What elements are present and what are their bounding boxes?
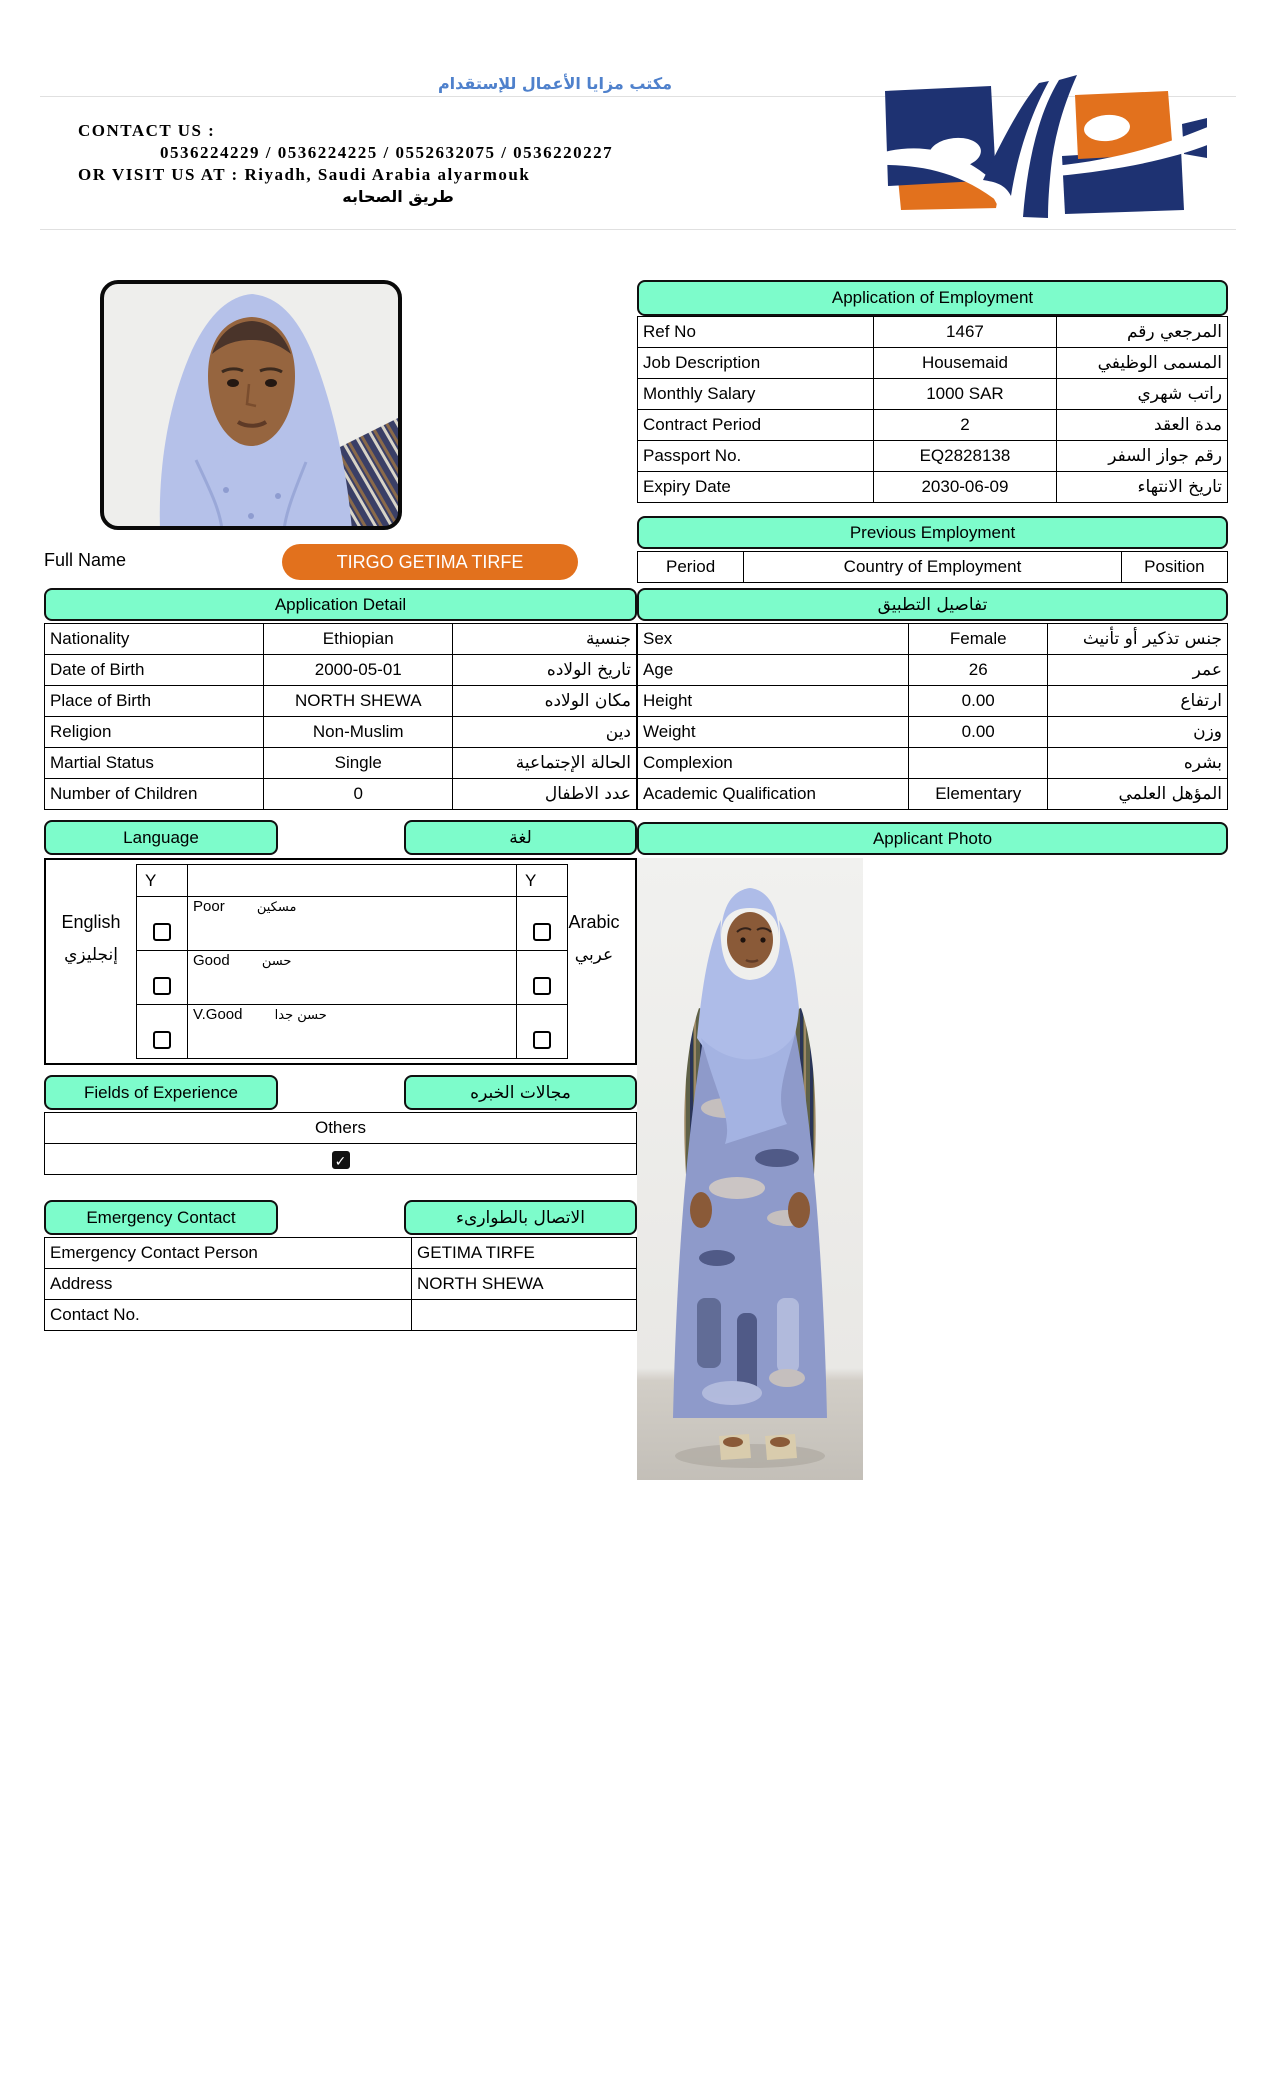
complexion-label: Complexion — [638, 748, 909, 779]
children-arabic: عدد الاطفال — [453, 779, 637, 810]
height-arabic: ارتفاع — [1048, 686, 1228, 717]
job-description-label: Job Description — [638, 348, 874, 379]
table-row — [638, 717, 1228, 748]
experience-section-button: Fields of Experience — [44, 1075, 278, 1110]
complexion-value — [909, 748, 1048, 779]
qualification-value: Elementary — [909, 779, 1048, 810]
monthly-salary-value: 1000 SAR — [874, 379, 1057, 410]
table-row — [137, 1005, 568, 1059]
agency-name-arabic: مكتب مزايا الأعمال للإستقدام — [437, 74, 673, 93]
previous-employment-header: Previous Employment — [637, 516, 1228, 549]
sex-arabic: جنس تذكير أو تأنيث — [1048, 624, 1228, 655]
previous-employment-table — [637, 551, 1228, 583]
level-good-label: Good — [193, 952, 230, 969]
expiry-date-value: 2030-06-09 — [874, 472, 1057, 503]
english-column-header: Y — [137, 865, 188, 897]
passport-no-arabic: رقم جواز السفر — [1056, 441, 1227, 472]
level-good-arabic: حسن — [261, 954, 292, 969]
contact-phones: 0536224229 / 0536224225 / 0552632075 / 0536220227 — [160, 143, 614, 162]
emergency-person-value: GETIMA TIRFE — [412, 1238, 637, 1269]
english-poor-checkbox[interactable] — [153, 923, 171, 941]
ref-no-label: Ref No — [638, 317, 874, 348]
address-arabic: طريق الصحابه — [342, 187, 454, 206]
height-label: Height — [638, 686, 909, 717]
nationality-label: Nationality — [45, 624, 264, 655]
weight-label: Weight — [638, 717, 909, 748]
contract-period-arabic: مدة العقد — [1056, 410, 1227, 441]
table-row — [638, 686, 1228, 717]
age-label: Age — [638, 655, 909, 686]
language-section-button-arabic: لغة — [404, 820, 637, 855]
place-of-birth-arabic: مكان الولاده — [453, 686, 637, 717]
weight-value: 0.00 — [909, 717, 1048, 748]
children-label: Number of Children — [45, 779, 264, 810]
english-vgood-checkbox[interactable] — [153, 1031, 171, 1049]
table-row — [45, 717, 637, 748]
table-row — [638, 748, 1228, 779]
applicant-headshot-photo — [100, 280, 402, 530]
monthly-salary-label: Monthly Salary — [638, 379, 874, 410]
agency-logo — [855, 68, 1221, 220]
date-of-birth-arabic: تاريخ الولاده — [453, 655, 637, 686]
martial-status-label: Martial Status — [45, 748, 264, 779]
contract-period-value: 2 — [874, 410, 1057, 441]
qualification-label: Academic Qualification — [638, 779, 909, 810]
ref-no-arabic: المرجعي رقم — [1056, 317, 1227, 348]
nationality-arabic: جنسية — [453, 624, 637, 655]
employment-table — [637, 316, 1228, 503]
language-section-button: Language — [44, 820, 278, 855]
english-language-label: English إنجليزي — [61, 912, 121, 965]
emergency-contact-table — [44, 1237, 637, 1331]
religion-value: Non-Muslim — [264, 717, 453, 748]
table-row — [638, 624, 1228, 655]
place-of-birth-value: NORTH SHEWA — [264, 686, 453, 717]
english-good-checkbox[interactable] — [153, 977, 171, 995]
martial-status-arabic: الحالة الإجتماعية — [453, 748, 637, 779]
qualification-arabic: المؤهل العلمي — [1048, 779, 1228, 810]
emergency-section-button-arabic: الاتصال بالطوارىء — [404, 1200, 637, 1235]
contact-block — [78, 120, 718, 208]
contact-us-label: CONTACT US : — [78, 121, 216, 140]
table-row — [45, 1300, 637, 1331]
table-row — [638, 410, 1228, 441]
table-row — [45, 1113, 637, 1144]
period-column-header: Period — [638, 552, 744, 583]
emergency-address-value: NORTH SHEWA — [412, 1269, 637, 1300]
emergency-person-label: Emergency Contact Person — [45, 1238, 412, 1269]
full-name-value-pill: TIRGO GETIMA TIRFE — [282, 544, 578, 580]
children-value: 0 — [264, 779, 453, 810]
experience-section-button-arabic: مجالات الخبره — [404, 1075, 637, 1110]
table-row — [137, 897, 568, 951]
others-checkbox[interactable] — [332, 1151, 350, 1169]
weight-arabic: وزن — [1048, 717, 1228, 748]
level-poor-arabic: مسكين — [256, 900, 297, 915]
language-grid — [44, 858, 637, 1065]
employment-section-header: Application of Employment — [637, 280, 1228, 316]
age-arabic: عمر — [1048, 655, 1228, 686]
job-description-arabic: المسمى الوظيفي — [1056, 348, 1227, 379]
application-detail-header: Application Detail — [44, 588, 637, 621]
ref-no-value: 1467 — [874, 317, 1057, 348]
table-row — [638, 552, 1228, 583]
arabic-vgood-checkbox[interactable] — [533, 1031, 551, 1049]
emergency-contact-no-label: Contact No. — [45, 1300, 412, 1331]
emergency-contact-no-value — [412, 1300, 637, 1331]
table-row — [638, 472, 1228, 503]
table-row — [137, 865, 568, 897]
level-poor-label: Poor — [193, 898, 225, 915]
table-row — [638, 655, 1228, 686]
level-vgood-label: V.Good — [193, 1006, 243, 1023]
table-row — [45, 748, 637, 779]
divider-header-bottom — [40, 229, 1236, 230]
table-row — [45, 1144, 637, 1175]
martial-status-value: Single — [264, 748, 453, 779]
expiry-date-arabic: تاريخ الانتهاء — [1056, 472, 1227, 503]
table-row — [45, 624, 637, 655]
arabic-column-header: Y — [517, 865, 568, 897]
arabic-good-checkbox[interactable] — [533, 977, 551, 995]
applicant-photo-header: Applicant Photo — [637, 822, 1228, 855]
application-detail-right-table — [637, 623, 1228, 810]
application-detail-header-arabic: تفاصيل التطبيق — [637, 588, 1228, 621]
arabic-language-label: Arabic عربي — [568, 912, 620, 965]
place-of-birth-label: Place of Birth — [45, 686, 264, 717]
nationality-value: Ethiopian — [264, 624, 453, 655]
expiry-date-label: Expiry Date — [638, 472, 874, 503]
visit-address: OR VISIT US AT : Riyadh, Saudi Arabia alyarmouk — [78, 165, 531, 184]
table-row — [638, 379, 1228, 410]
date-of-birth-label: Date of Birth — [45, 655, 264, 686]
emergency-address-label: Address — [45, 1269, 412, 1300]
table-row — [137, 951, 568, 1005]
full-name-label: Full Name — [44, 550, 127, 570]
sex-value: Female — [909, 624, 1048, 655]
applicant-full-body-photo — [637, 858, 863, 1480]
table-row — [638, 317, 1228, 348]
height-value: 0.00 — [909, 686, 1048, 717]
level-vgood-arabic: حسن جدا — [274, 1008, 327, 1023]
date-of-birth-value: 2000-05-01 — [264, 655, 453, 686]
table-row — [638, 441, 1228, 472]
application-detail-left-table — [44, 623, 637, 810]
emergency-section-button: Emergency Contact — [44, 1200, 278, 1235]
monthly-salary-arabic: راتب شهري — [1056, 379, 1227, 410]
others-label: Others — [45, 1113, 637, 1144]
religion-arabic: دين — [453, 717, 637, 748]
contract-period-label: Contract Period — [638, 410, 874, 441]
passport-no-value: EQ2828138 — [874, 441, 1057, 472]
religion-label: Religion — [45, 717, 264, 748]
job-description-value: Housemaid — [874, 348, 1057, 379]
experience-table — [44, 1112, 637, 1175]
table-row — [45, 1269, 637, 1300]
table-row — [45, 779, 637, 810]
table-row — [45, 655, 637, 686]
language-levels-table — [136, 864, 568, 1059]
table-row — [638, 779, 1228, 810]
sex-label: Sex — [638, 624, 909, 655]
complexion-arabic: بشره — [1048, 748, 1228, 779]
country-column-header: Country of Employment — [744, 552, 1122, 583]
position-column-header: Position — [1121, 552, 1227, 583]
passport-no-label: Passport No. — [638, 441, 874, 472]
table-row — [638, 348, 1228, 379]
table-row — [45, 686, 637, 717]
table-row — [45, 1238, 637, 1269]
age-value: 26 — [909, 655, 1048, 686]
arabic-poor-checkbox[interactable] — [533, 923, 551, 941]
